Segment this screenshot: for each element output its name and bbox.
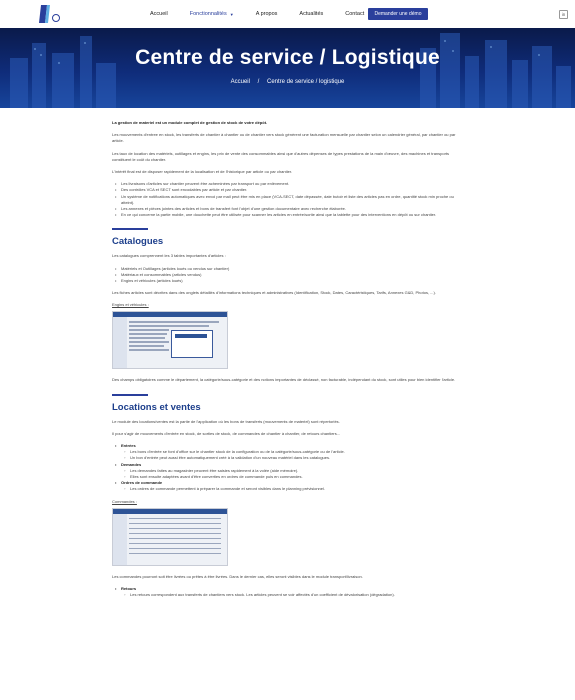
- locations-paragraph: Les commandes pourront soit être livrées ou prêtes à être livrées. Dans le dernier cas, elles seront visibles dans le module transport/livraison.: [112, 573, 363, 579]
- screenshot-row: [129, 329, 169, 331]
- breadcrumb-separator: /: [257, 79, 260, 85]
- screenshot-caption: Commandes :: [112, 498, 137, 504]
- screenshot-caption: Engins et véhicules :: [112, 302, 149, 308]
- list-item: ◦ Elles sont ensuite adaptées avant d'être converties en ordres de commande puis en commandes.: [112, 474, 464, 480]
- nav-label: Accueil: [150, 11, 168, 17]
- list-item: • Un système de notifications automatiques avec envoi par mail peut être mis en place (VCA-SECT, date dépassée, date butoir et liste des articles pas en ordre, quantité stock min proche ou atteint).: [112, 194, 464, 206]
- company-logo[interactable]: [38, 3, 64, 25]
- screenshot-sidebar: [113, 514, 127, 565]
- list-item: • Matériels et Outillages (articles loués ou vendus sur chantier): [112, 266, 464, 272]
- screenshot-row: [129, 333, 167, 335]
- catalogues-paragraph: Les fiches articles sont décrites dans des onglets détaillés d'informations techniques et administratives (Identification, Stock, Dates, Caractéristiques, Tarifs, Annexes G&D, Photos, ...).: [112, 290, 436, 296]
- section-divider: [112, 394, 148, 396]
- screenshot-titlebar: [113, 312, 227, 317]
- screenshot-row: [129, 341, 169, 343]
- app-screenshot-commandes[interactable]: [112, 508, 228, 566]
- intro-paragraph: L'intérêt final est de disposer rapidement de la localisation et de l'historique par article ou par chantier.: [112, 169, 293, 175]
- chevron-down-icon: ▼: [229, 11, 234, 17]
- nav-actualites[interactable]: [299, 11, 323, 17]
- screenshot-row: [129, 349, 169, 351]
- list-item: ◦ Les bons d'entrée se font d'office sur le chantier stock de la configuration ou de la catégorie/sous-catégorie ou de l'article.: [112, 449, 464, 455]
- locations-sublist: [112, 449, 464, 461]
- list-item: • Des contrôles VCA et SECT sont encodables par article et par chantier.: [112, 187, 464, 193]
- screenshot-row: [129, 538, 221, 540]
- linkedin-icon[interactable]: in: [559, 10, 568, 19]
- breadcrumb: [0, 79, 575, 85]
- screenshot-titlebar: [113, 509, 227, 514]
- screenshot-row: [129, 337, 165, 339]
- intro-paragraph: Les mouvements d'entree en stock, les transferts de chantier à chantier ou de chantier vers stock génèrent une facturation mensuelle par chantier selon un calendrier général, par chantier ou par article.: [112, 132, 456, 144]
- screenshot-row: [129, 543, 221, 545]
- screenshot-row: [129, 518, 221, 520]
- list-item: ◦ Les retours correspondent aux transferts de chantiers vers stock. Les articles peuvent se voir affectés d'un coefficient de dévalorisation (dégradation).: [112, 592, 464, 598]
- catalogues-list: [112, 266, 464, 285]
- nav-a-propos[interactable]: [256, 11, 278, 17]
- locations-sublist: [112, 468, 464, 480]
- list-heading: • Ordres de commande: [112, 480, 464, 486]
- main-nav: [150, 0, 386, 28]
- list-item: ◦ Les demandes faites au magasinier peuvent être saisies rapidement à la volée (aide mémoire).: [112, 468, 464, 474]
- screenshot-row: [129, 533, 221, 535]
- screenshot-row: [129, 523, 221, 525]
- screenshot-row: [129, 548, 221, 550]
- screenshot-sidebar: [113, 317, 127, 368]
- breadcrumb-current: Centre de service / logistique: [266, 79, 345, 85]
- screenshot-row: [129, 325, 209, 327]
- intro-lead-text: La gestion de materiel est un module complet de gestion de stock de votre dépôt.: [112, 120, 268, 125]
- nav-contact[interactable]: [345, 11, 364, 17]
- intro-lead: [112, 120, 464, 126]
- screenshot-row: [129, 553, 221, 555]
- screenshot-row: [129, 321, 219, 323]
- list-heading: • Demandes: [112, 462, 464, 468]
- list-item: • Matériaux et consommables (articles vendus): [112, 272, 464, 278]
- list-item: • Les annexes et pièces jointes des articles et bons de transfert font l'objet d'une gestion documentaire avec recherche élaborée.: [112, 206, 464, 212]
- locations-sublist: [112, 486, 464, 492]
- nav-label: Contact: [345, 11, 365, 17]
- nav-label: Actualités: [299, 11, 324, 17]
- nav-label: Fonctionnalités: [189, 11, 227, 17]
- section-title-catalogues: Catalogues: [112, 236, 164, 248]
- nav-accueil[interactable]: [150, 11, 168, 17]
- section-divider: [112, 228, 148, 230]
- nav-fonctionnalites[interactable]: [190, 11, 234, 17]
- intro-list: [112, 181, 464, 218]
- list-item: • Engins et véhicules (articles loués): [112, 278, 464, 284]
- list-item: • En ce qui concerne la partie mobile, une douchette peut être utilisée pour scanner les articles en entrée/sortie ainsi que la tablette pour des interventions en dépôt ou sur chantier.: [112, 212, 464, 218]
- breadcrumb-home[interactable]: Accueil: [230, 79, 250, 85]
- list-item: • Les livraisons d'articles sur chantier peuvent être acheminées par transport ou par enlèvement.: [112, 181, 464, 187]
- page-title: Centre de service / Logistique: [135, 46, 440, 69]
- intro-paragraph: Les taux de location des matériels, outillages et engins, les prix de vente des consommables ainsi que d'autres dépenses de types prestations de la main d'œuvre, des machines et transports constituent le coût du chantier.: [112, 150, 450, 162]
- list-heading: • Entrées: [112, 443, 464, 449]
- app-screenshot-engins[interactable]: [112, 311, 228, 369]
- hero-banner: [0, 28, 575, 108]
- locations-paragraph: Il pour s'agir de mouvements d'entrée en stock, de sorties de stock, de commandes de chantier à chantier, de retours chantiers...: [112, 430, 341, 436]
- list-item: ◦ Un bon d'entrée peut aussi être automatiquement créé à la validation d'un nouveau matériel dans les catalogues.: [112, 455, 464, 461]
- list-item: ◦ Les ordres de commande permettent à préparer la commande et seront visibles dans le planning prévisionnel.: [112, 486, 464, 492]
- screenshot-dialog-header: [175, 334, 207, 338]
- catalogues-paragraph: Des champs obligatoires comme le département, la catégorie/sous-catégorie et des notions importantes de déclassé, non facturable, indépendant du stock, sont utiles pour bien identifier l'article.: [112, 377, 456, 383]
- screenshot-row: [129, 345, 164, 347]
- site-header: [0, 0, 575, 29]
- locations-paragraph: Le module des locations/ventes est la partie de l'application où les bons de transferts (mouvements de materiel) sont répertoriés.: [112, 418, 340, 424]
- nav-label: A propos: [255, 11, 278, 17]
- main-content: [112, 120, 464, 604]
- section-title-locations: Locations et ventes: [112, 401, 201, 413]
- screenshot-row: [129, 528, 221, 530]
- catalogues-paragraph: Les catalogues comprennent les 3 tables importantes d'articles :: [112, 253, 226, 259]
- locations-sublist: [112, 592, 464, 598]
- request-demo-button[interactable]: Demander une démo: [368, 8, 428, 20]
- list-heading: • Retours: [112, 586, 464, 592]
